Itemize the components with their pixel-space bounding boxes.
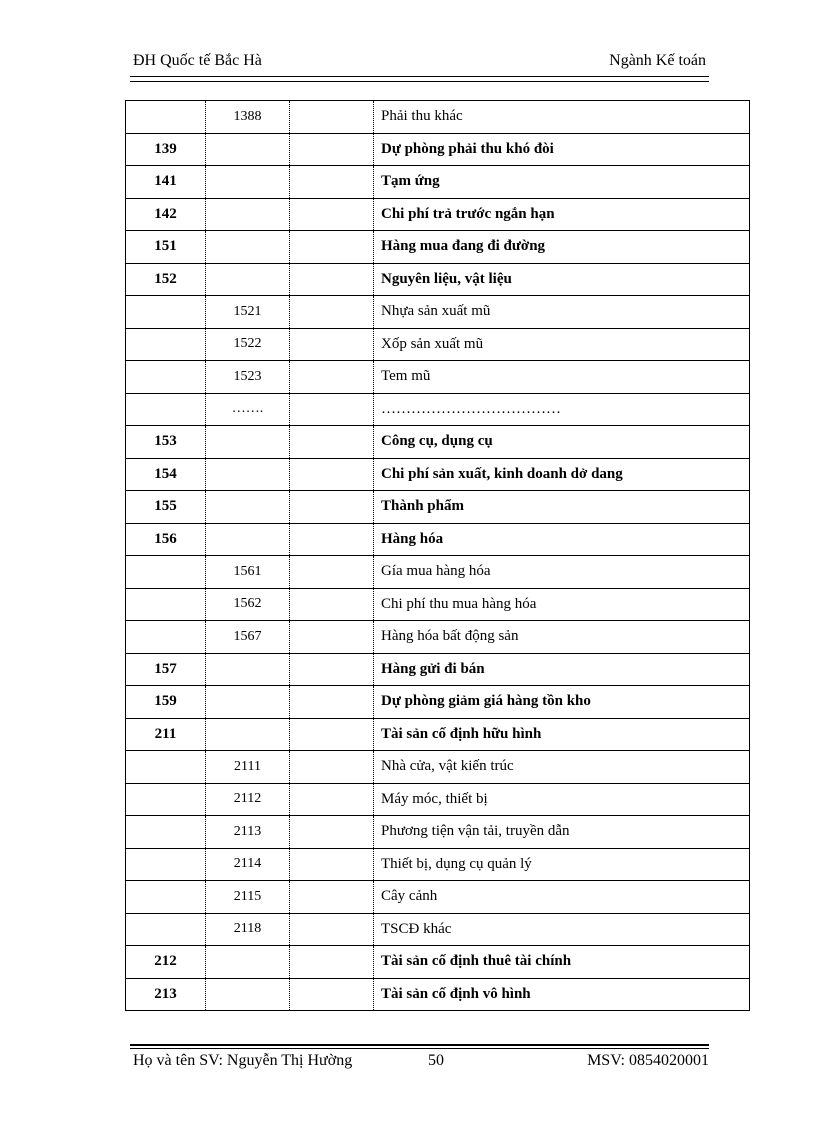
table-row (126, 816, 750, 849)
account-level2-cell (206, 231, 290, 264)
account-level3-cell (290, 231, 374, 264)
account-level1-cell (126, 328, 206, 361)
account-name-cell: Hàng hóa bất động sản (374, 621, 750, 654)
account-name-cell: Nguyên liệu, vật liệu (374, 263, 750, 296)
account-level1-cell (126, 101, 206, 134)
table-row (126, 523, 750, 556)
table-row (126, 718, 750, 751)
account-level2-cell (206, 653, 290, 686)
account-name-cell: Hàng mua đang đi đường (374, 231, 750, 264)
account-level2-cell: 1562 (206, 588, 290, 621)
account-level3-cell (290, 523, 374, 556)
table-row (126, 881, 750, 914)
account-level3-cell (290, 263, 374, 296)
account-level3-cell (290, 361, 374, 394)
account-level1-cell: 156 (126, 523, 206, 556)
account-level1-cell (126, 848, 206, 881)
account-level3-cell (290, 198, 374, 231)
account-level1-cell (126, 621, 206, 654)
account-level1-cell: 159 (126, 686, 206, 719)
account-level1-cell: 157 (126, 653, 206, 686)
account-name-cell: Chi phí sản xuất, kinh doanh dở dang (374, 458, 750, 491)
account-level2-cell: ……. (206, 393, 290, 426)
header-institution: ĐH Quốc tế Bắc Hà (133, 52, 262, 69)
account-level1-cell (126, 556, 206, 589)
account-level1-cell: 213 (126, 978, 206, 1011)
account-level3-cell (290, 881, 374, 914)
account-name-cell: Phải thu khác (374, 101, 750, 134)
table-row (126, 426, 750, 459)
account-name-cell: Tài sản cố định thuê tài chính (374, 946, 750, 979)
footer-student-id: MSV: 0854020001 (587, 1052, 709, 1069)
table-row (126, 231, 750, 264)
account-level2-cell (206, 523, 290, 556)
account-level1-cell: 154 (126, 458, 206, 491)
account-level2-cell (206, 198, 290, 231)
account-level3-cell (290, 653, 374, 686)
account-level2-cell (206, 686, 290, 719)
account-level2-cell (206, 133, 290, 166)
account-level3-cell (290, 621, 374, 654)
account-level1-cell (126, 751, 206, 784)
table-row (126, 653, 750, 686)
account-level3-cell (290, 426, 374, 459)
table-row (126, 621, 750, 654)
account-level3-cell (290, 718, 374, 751)
account-name-cell: Máy móc, thiết bị (374, 783, 750, 816)
table-row (126, 133, 750, 166)
account-level1-cell (126, 783, 206, 816)
account-level2-cell: 2112 (206, 783, 290, 816)
page-header (130, 50, 709, 76)
account-name-cell: Thành phẩm (374, 491, 750, 524)
account-level1-cell (126, 913, 206, 946)
footer-rule-top (130, 1044, 709, 1046)
account-level1-cell: 212 (126, 946, 206, 979)
account-level2-cell: 2115 (206, 881, 290, 914)
account-name-cell: Hàng gửi đi bán (374, 653, 750, 686)
account-level3-cell (290, 458, 374, 491)
account-level1-cell: 153 (126, 426, 206, 459)
table-row (126, 198, 750, 231)
table-row (126, 458, 750, 491)
footer-student-name: Họ và tên SV: Nguyễn Thị Hường (133, 1052, 353, 1069)
account-level2-cell (206, 491, 290, 524)
account-name-cell: Nhựa sản xuất mũ (374, 296, 750, 329)
table-row (126, 588, 750, 621)
account-level3-cell (290, 978, 374, 1011)
table-row (126, 751, 750, 784)
table-row (126, 166, 750, 199)
table-row (126, 783, 750, 816)
account-level3-cell (290, 166, 374, 199)
account-level2-cell: 1388 (206, 101, 290, 134)
account-name-cell: Tài sản cố định hữu hình (374, 718, 750, 751)
account-name-cell: Chi phí thu mua hàng hóa (374, 588, 750, 621)
account-level3-cell (290, 686, 374, 719)
footer-page-number: 50 (428, 1052, 444, 1069)
account-name-cell: TSCĐ khác (374, 913, 750, 946)
account-table-body (126, 101, 750, 1011)
header-rule-bottom (130, 81, 709, 82)
account-name-cell: Chi phí trả trước ngắn hạn (374, 198, 750, 231)
account-level1-cell (126, 881, 206, 914)
account-name-cell: Công cụ, dụng cụ (374, 426, 750, 459)
account-level1-cell: 152 (126, 263, 206, 296)
account-level3-cell (290, 783, 374, 816)
account-level2-cell (206, 458, 290, 491)
account-level3-cell (290, 556, 374, 589)
account-level2-cell (206, 718, 290, 751)
table-row (126, 556, 750, 589)
table-row (126, 491, 750, 524)
account-level3-cell (290, 393, 374, 426)
header-department: Ngành Kế toán (609, 52, 706, 69)
account-name-cell: Phương tiện vận tải, truyền dẫn (374, 816, 750, 849)
account-level3-cell (290, 848, 374, 881)
account-level2-cell: 2111 (206, 751, 290, 784)
account-level3-cell (290, 913, 374, 946)
account-level1-cell (126, 816, 206, 849)
account-level1-cell: 141 (126, 166, 206, 199)
table-row (126, 263, 750, 296)
account-level2-cell: 1561 (206, 556, 290, 589)
account-level2-cell: 1523 (206, 361, 290, 394)
account-name-cell: ……………………………… (374, 393, 750, 426)
account-name-cell: Dự phòng giảm giá hàng tồn kho (374, 686, 750, 719)
account-table (125, 100, 750, 1011)
table-row (126, 686, 750, 719)
account-level3-cell (290, 816, 374, 849)
account-level2-cell (206, 426, 290, 459)
account-level1-cell (126, 588, 206, 621)
page-footer (130, 1052, 709, 1074)
account-level3-cell (290, 946, 374, 979)
account-level1-cell (126, 361, 206, 394)
account-level3-cell (290, 296, 374, 329)
account-level3-cell (290, 588, 374, 621)
account-level1-cell (126, 393, 206, 426)
account-level2-cell (206, 946, 290, 979)
account-name-cell: Thiết bị, dụng cụ quản lý (374, 848, 750, 881)
account-level3-cell (290, 133, 374, 166)
account-level3-cell (290, 101, 374, 134)
account-level2-cell (206, 978, 290, 1011)
table-row (126, 393, 750, 426)
table-row (126, 978, 750, 1011)
account-level1-cell: 155 (126, 491, 206, 524)
account-level3-cell (290, 751, 374, 784)
account-level2-cell: 1522 (206, 328, 290, 361)
footer-rule-bottom (130, 1048, 709, 1049)
table-row (126, 913, 750, 946)
table-row (126, 848, 750, 881)
account-level3-cell (290, 491, 374, 524)
account-level1-cell: 211 (126, 718, 206, 751)
account-name-cell: Hàng hóa (374, 523, 750, 556)
account-name-cell: Nhà cửa, vật kiến trúc (374, 751, 750, 784)
account-level2-cell: 2114 (206, 848, 290, 881)
table-row (126, 101, 750, 134)
header-rule-top (130, 76, 709, 77)
account-level2-cell: 1567 (206, 621, 290, 654)
account-name-cell: Tài sản cố định vô hình (374, 978, 750, 1011)
account-level2-cell: 2113 (206, 816, 290, 849)
table-row (126, 328, 750, 361)
account-level2-cell (206, 166, 290, 199)
account-name-cell: Xốp sản xuất mũ (374, 328, 750, 361)
account-level1-cell: 139 (126, 133, 206, 166)
account-level1-cell: 151 (126, 231, 206, 264)
account-level2-cell: 1521 (206, 296, 290, 329)
account-name-cell: Tạm ứng (374, 166, 750, 199)
table-row (126, 296, 750, 329)
account-level2-cell (206, 263, 290, 296)
account-name-cell: Cây cảnh (374, 881, 750, 914)
table-row (126, 946, 750, 979)
account-level3-cell (290, 328, 374, 361)
table-row (126, 361, 750, 394)
account-name-cell: Dự phòng phải thu khó đòi (374, 133, 750, 166)
account-name-cell: Tem mũ (374, 361, 750, 394)
account-level2-cell: 2118 (206, 913, 290, 946)
account-level1-cell: 142 (126, 198, 206, 231)
account-level1-cell (126, 296, 206, 329)
account-name-cell: Gía mua hàng hóa (374, 556, 750, 589)
